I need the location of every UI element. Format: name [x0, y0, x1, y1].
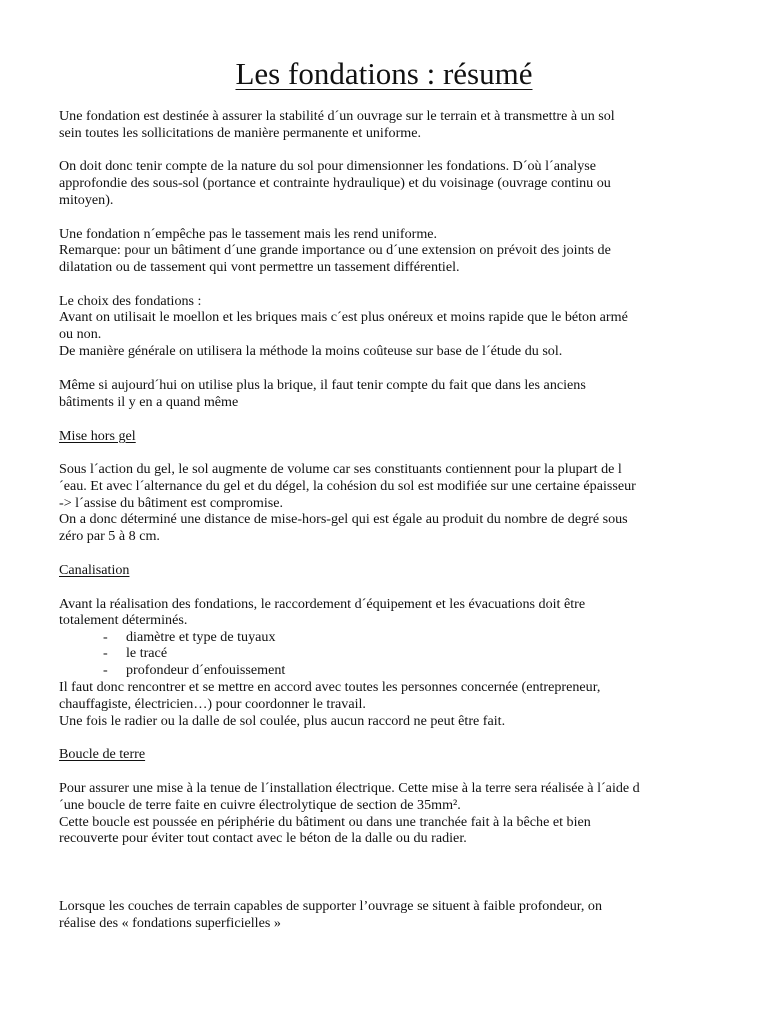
paragraph-9-line-1: Pour assurer une mise à la tenue de l´installation électrique. Cette mise à la terre sera réalisée à l´aide d: [59, 780, 640, 796]
heading-mise-hors-gel: Mise hors gel: [59, 428, 136, 444]
list-item-3: profondeur d´enfouissement: [126, 662, 286, 678]
paragraph-8-line-1: Il faut donc rencontrer et se mettre en accord avec toutes les personnes concernée (entrepreneur,: [59, 679, 601, 695]
paragraph-3-line-1: Une fondation n´empêche pas le tassement mais les rend uniforme.: [59, 226, 438, 242]
paragraph-5-line-2: bâtiments il y en a quand même: [59, 394, 239, 410]
paragraph-2-line-2: approfondie des sous-sol (portance et contrainte hydraulique) et du voisinage (ouvrage continu ou: [59, 175, 611, 191]
paragraph-6-line-1: Sous l´action du gel, le sol augmente de volume car ses constituants contiennent pour la plupart de l: [59, 461, 622, 477]
paragraph-7-line-2: totalement déterminés.: [59, 612, 188, 628]
paragraph-8-line-2: chauffagiste, électricien…) pour coordonner le travail.: [59, 696, 366, 712]
paragraph-6-line-3: -> l´assise du bâtiment est compromise.: [59, 495, 284, 511]
paragraph-5-line-1: Même si aujourd´hui on utilise plus la brique, il faut tenir compte du fait que dans les anciens: [59, 377, 586, 393]
paragraph-1-line-1: Une fondation est destinée à assurer la stabilité d´un ouvrage sur le terrain et à transmettre à un sol: [59, 108, 615, 124]
paragraph-2-line-3: mitoyen).: [59, 192, 114, 208]
heading-boucle-de-terre: Boucle de terre: [59, 746, 146, 762]
paragraph-1-line-2: sein toutes les sollicitations de manière permanente et uniforme.: [59, 125, 422, 141]
paragraph-3-line-2: Remarque: pour un bâtiment d´une grande importance ou d´une extension on prévoit des joints de: [59, 242, 611, 258]
list-item-1: diamètre et type de tuyaux: [126, 629, 276, 645]
paragraph-9-line-4: recouverte pour éviter tout contact avec le béton de la dalle ou du radier.: [59, 830, 467, 846]
paragraph-8-line-3: Une fois le radier ou la dalle de sol coulée, plus aucun raccord ne peut être fait.: [59, 713, 506, 729]
list-item-2: le tracé: [126, 645, 168, 661]
paragraph-3-line-3: dilatation ou de tassement qui vont permettre un tassement différentiel.: [59, 259, 460, 275]
page-title: Les fondations : résumé: [235, 56, 533, 91]
paragraph-2-line-1: On doit donc tenir compte de la nature du sol pour dimensionner les fondations. D´où l´analyse: [59, 158, 597, 174]
paragraph-6-line-2: ´eau. Et avec l´alternance du gel et du dégel, la cohésion du sol est modifiée sur une certaine épaisseur: [59, 478, 636, 494]
paragraph-10-line-2: réalise des « fondations superficielles »: [59, 915, 281, 931]
paragraph-4-line-4: De manière générale on utilisera la méthode la moins coûteuse sur base de l´étude du sol.: [59, 343, 563, 359]
heading-canalisation: Canalisation: [59, 562, 130, 578]
list-bullet-1: -: [103, 629, 108, 645]
paragraph-10-line-1: Lorsque les couches de terrain capables de supporter l’ouvrage se situent à faible profondeur, on: [59, 898, 603, 914]
list-bullet-2: -: [103, 645, 108, 661]
paragraph-4-line-1: Le choix des fondations :: [59, 293, 202, 309]
list-bullet-3: -: [103, 662, 108, 678]
paragraph-9-line-3: Cette boucle est poussée en périphérie du bâtiment ou dans une tranchée fait à la bêche et bien: [59, 814, 591, 830]
paragraph-4-line-3: ou non.: [59, 326, 102, 342]
paragraph-6-line-4: On a donc déterminé une distance de mise-hors-gel qui est égale au produit du nombre de degré sous: [59, 511, 628, 527]
paragraph-6-line-5: zéro par 5 à 8 cm.: [59, 528, 160, 544]
paragraph-9-line-2: ´une boucle de terre faite en cuivre électrolytique de section de 35mm².: [59, 797, 461, 813]
paragraph-7-line-1: Avant la réalisation des fondations, le raccordement d´équipement et les évacuations doit être: [59, 596, 586, 612]
paragraph-4-line-2: Avant on utilisait le moellon et les briques mais c´est plus onéreux et moins rapide que le béton armé: [59, 309, 628, 325]
